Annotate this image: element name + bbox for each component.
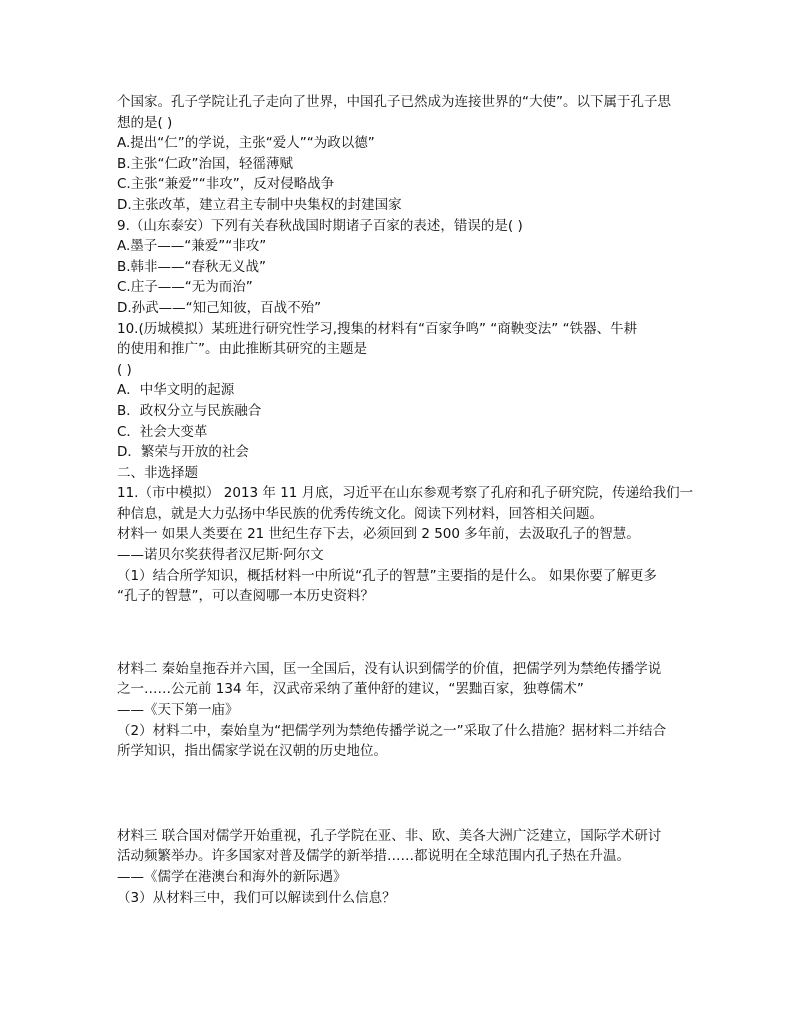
q10-option-c: C．社会大变革 (117, 423, 208, 440)
q10-option-a: A．中华文明的起源 (117, 382, 235, 399)
material-2-line1: 材料二 秦始皇拖吞并六国，匡一全国后，没有认识到儒学的价值，把儒学列为禁绝传播学说 (117, 660, 662, 677)
section-heading: 二、非选择题 (117, 464, 198, 481)
sub-question-1-line1: （1）结合所学知识，概括材料一中所说“孔子的智慧”主要指的是什么。 如果你要了解更多 (117, 567, 657, 584)
answer-space-1 (117, 607, 680, 659)
q10-option-b: B．政权分立与民族融合 (117, 402, 262, 419)
material-3-line1: 材料三 联合国对儒学开始重视，孔子学院在亚、非、欧、美各大洲广泛建立，国际学术研讨 (117, 827, 662, 844)
q8-option-d: D.主张改革，建立君主专制中央集权的封建国家 (117, 196, 402, 213)
sub-question-3: （3）从材料三中，我们可以解读到什么信息？ (117, 889, 396, 906)
material-2-line2: 之一……公元前 134 年，汉武帝采纳了董仲舒的建议，“罢黜百家，独尊儒术” (117, 681, 584, 698)
q11-stem-line1: 11.（市中模拟） 2013 年 11 月底，习近平在山东参观考察了孔府和孔子研究院，传递给我们一 (117, 485, 694, 502)
q10-option-d: D．繁荣与开放的社会 (117, 444, 249, 461)
material-3-source: ——《儒学在港澳台和海外的新际遇》 (117, 869, 347, 885)
q9-option-a: A.墨子——“兼爱”“非攻” (117, 238, 267, 255)
q9-option-d: D.孙武——“知己知彼，百战不殆” (117, 299, 322, 316)
q9-option-c: C.庄子——“无为而治” (117, 279, 253, 296)
sub-question-1-line2: “孔子的智慧”，可以查阅哪一本历史资料？ (117, 588, 374, 605)
material-1-source: ——诺贝尔奖获得者汉尼斯·阿尔文 (117, 547, 324, 564)
q8-option-b: B.主张“仁政”治国，轻徭薄赋 (117, 155, 294, 172)
q9-option-b: B.韩非——“春秋无义战” (117, 258, 267, 275)
material-2-source: ——《天下第一庙》 (117, 702, 239, 719)
sub-question-2-line2: 所学知识，指出儒家学说在汉朝的历史地位。 (117, 743, 387, 760)
q11-stem-line2: 种信息，就是大力弘扬中华民族的优秀传统文化。阅读下列材料，回答相关问题。 (117, 505, 603, 522)
q8-option-c: C.主张“兼爱”“非攻”，反对侵略战争 (117, 176, 335, 193)
answer-space-2 (117, 762, 680, 826)
sub-question-2-line1: （2）材料二中，秦始皇为“把儒学列为禁绝传播学说之一”采取了什么措施？据材料二并结合 (117, 722, 667, 739)
q10-stem-line1: 10.(历城模拟）某班进行研究性学习,搜集的材料有“百家争鸣” “商鞅变法” “铁器、牛耕 (117, 320, 638, 337)
q8-option-a: A.提出“仁”的学说，主张“爱人”“为政以德” (117, 135, 375, 152)
q8-stem-line1: 个国家。孔子学院让孔子走向了世界，中国孔子已然成为连接世界的“大使”。以下属于孔子思 (117, 94, 671, 110)
q8-stem-line2: 想的是( ) (117, 114, 173, 131)
q10-stem-line2: 的使用和推广”。由此推断其研究的主题是 (117, 341, 367, 358)
q9-stem: 9.（山东泰安）下列有关春秋战国时期诸子百家的表述，错误的是( ) (117, 217, 523, 234)
q10-stem-line3: ( ) (117, 361, 132, 378)
exam-page (117, 92, 694, 908)
material-1-text: 材料一 如果人类要在 21 世纪生存下去，必须回到 2 500 多年前，去汲取孔子的智慧。 (117, 526, 640, 543)
material-3-line2: 活动频繁举办。许多国家对普及儒学的新举措……都说明在全球范围内孔子热在升温。 (117, 848, 630, 865)
